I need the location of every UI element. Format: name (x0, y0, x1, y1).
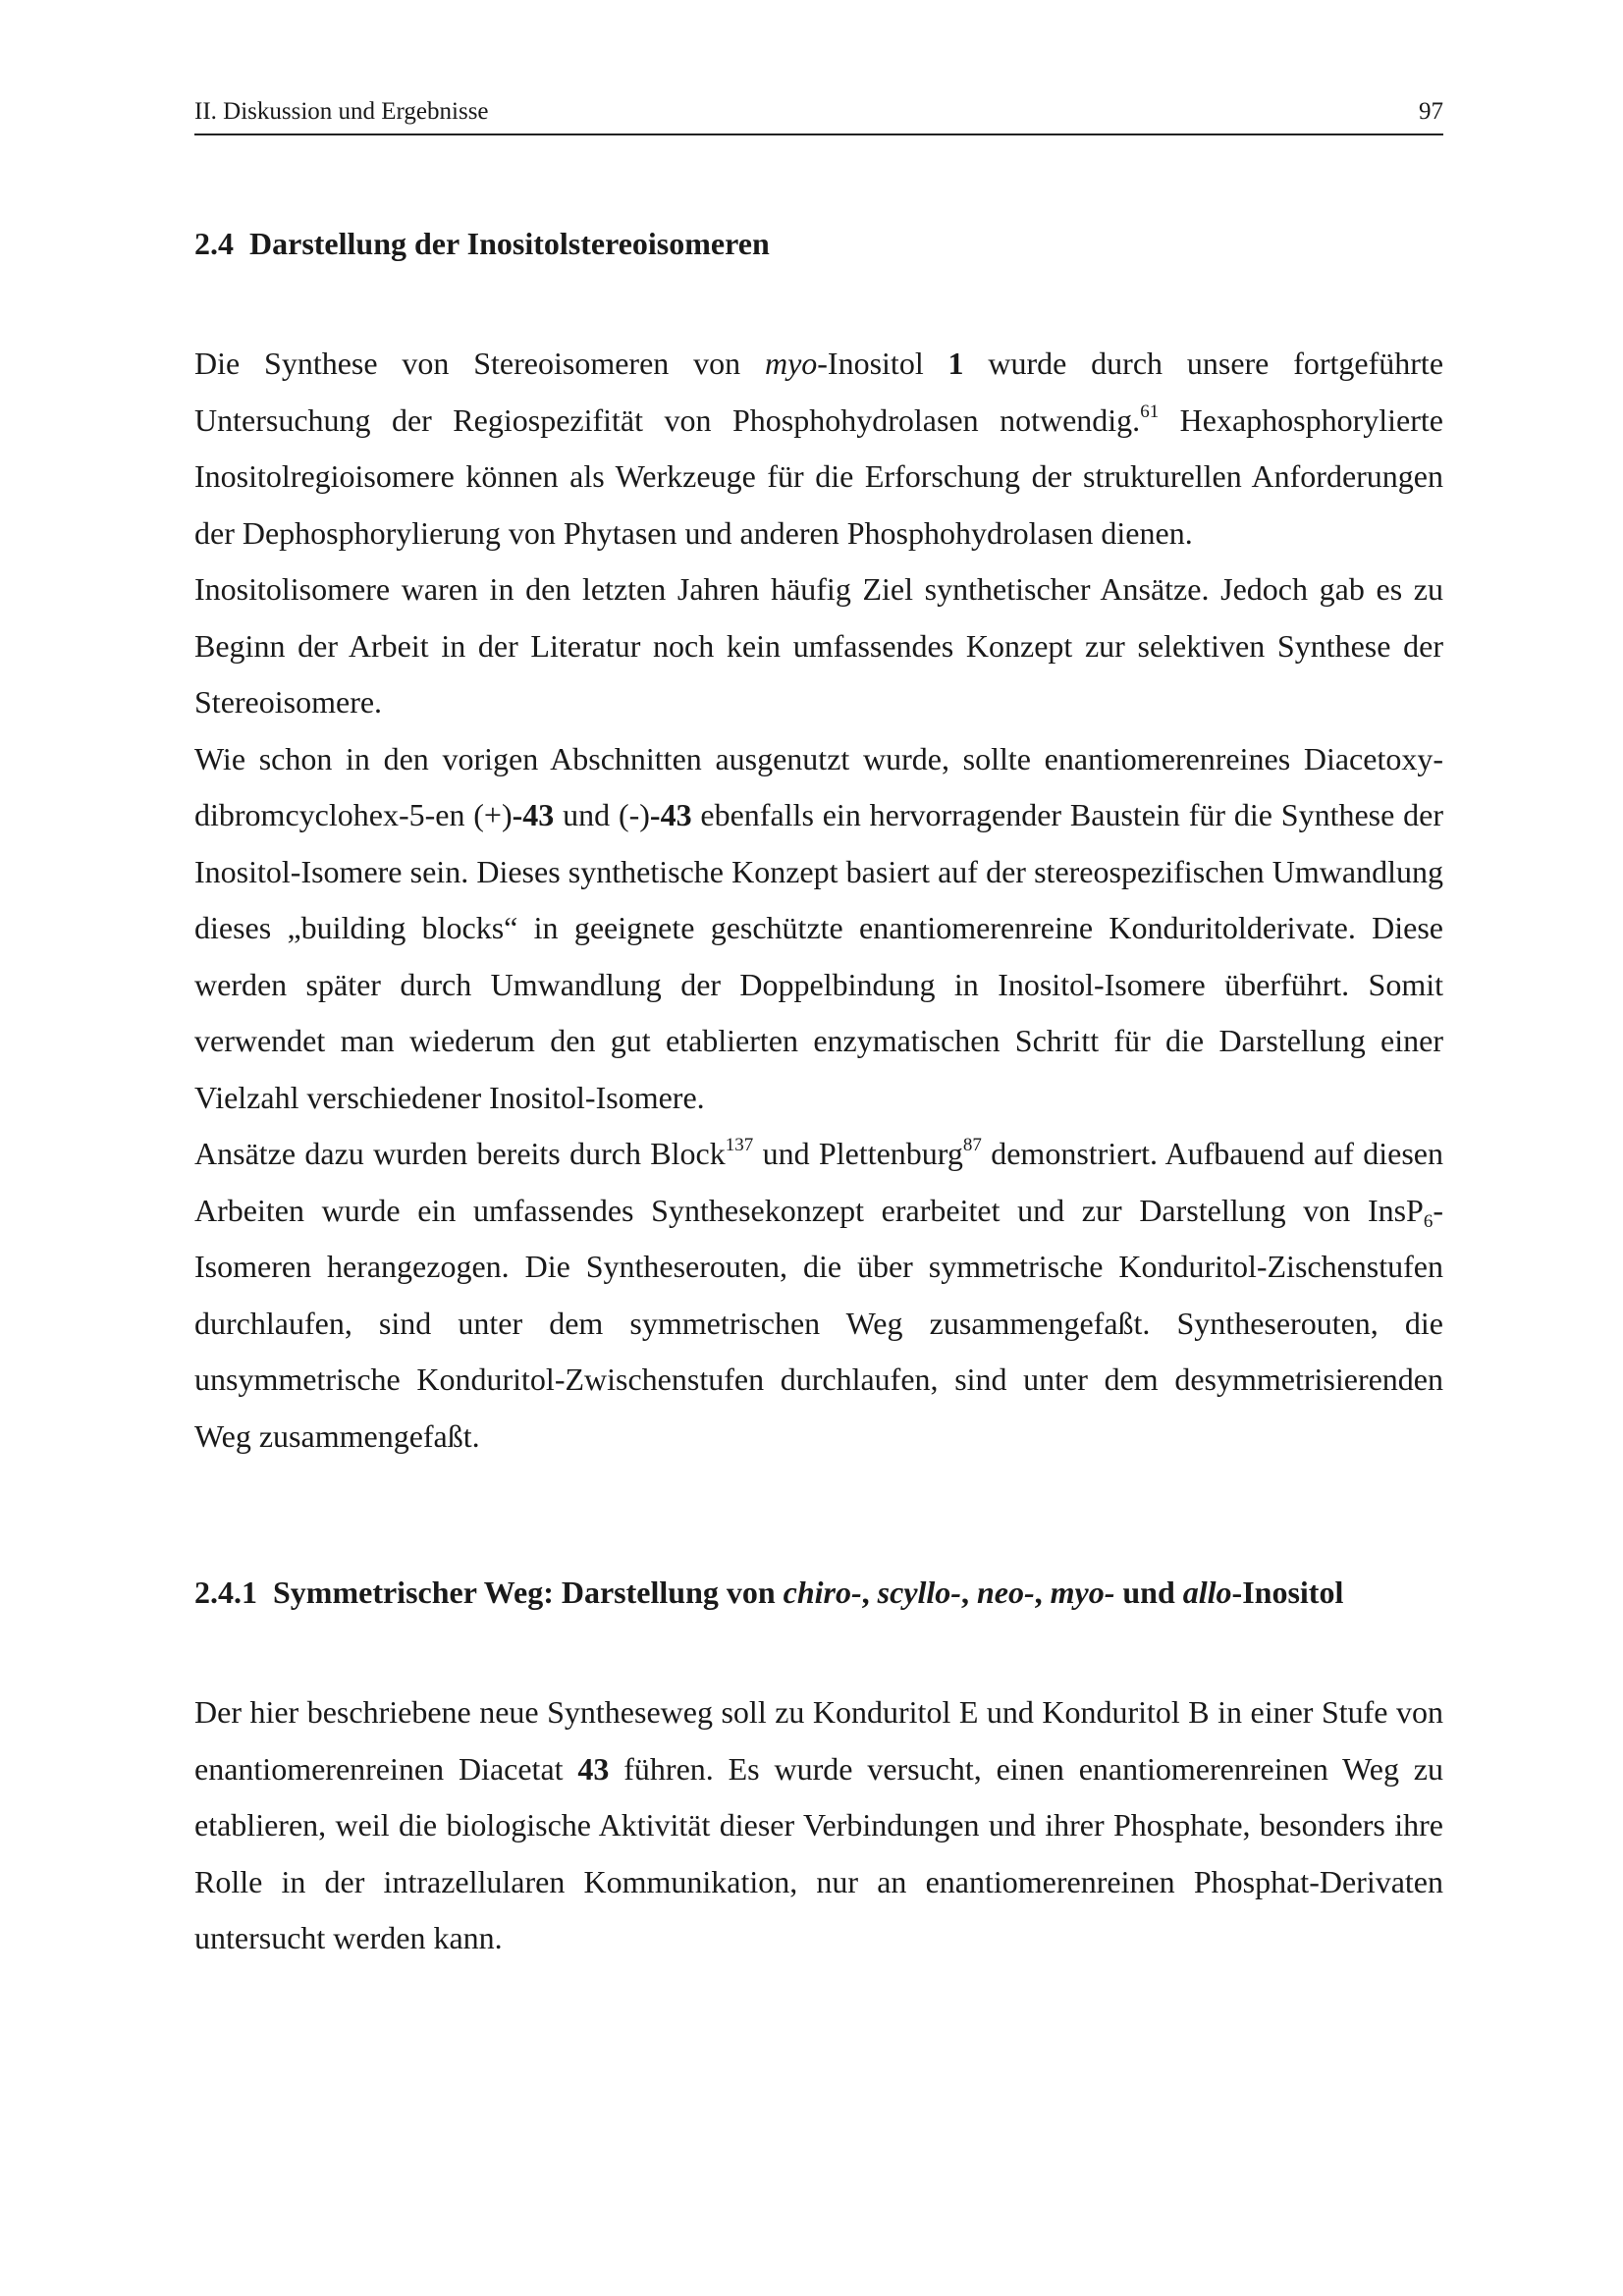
paragraph-4 (194, 1126, 1443, 1465)
section-number: 2.4 (194, 226, 234, 261)
chapter-title: II. Diskussion und Ergebnisse (194, 98, 489, 125)
text-run: Hexaphosphorylierte Inositolregioisomere können als Werkzeuge für die Erforschung der strukturellen Anforderungen der Dephosphorylierung von Phytasen und anderen Phosphohydrolasen dienen. (194, 401, 1444, 551)
citation: 137 (725, 1135, 754, 1155)
text-run: -Inositol (1231, 1575, 1344, 1610)
text-run: und Plettenburg (753, 1136, 963, 1171)
compound-number: 1 (947, 346, 964, 381)
subsection-heading (194, 1573, 1443, 1612)
compound-number: -43 (649, 797, 692, 832)
text-run: wurde durch unsere fortgeführte Untersuchung der Regiospezifität von Phosphohydrolasen notwendig. (194, 346, 1444, 438)
page-number: 97 (1419, 98, 1443, 125)
main-content (194, 224, 1443, 1967)
subscript: 6 (1423, 1210, 1434, 1232)
paragraph-5 (194, 1684, 1443, 1967)
text-run: -Inositol (817, 346, 948, 381)
italic-run: myo (764, 346, 818, 381)
compound-number: 43 (577, 1750, 610, 1787)
text-run: -Isomeren herangezogen. Die Syntheserouten, die über symmetrische Konduritol-Zischenstufen durchlaufen, sind unter dem symmetrischen Weg zusammengefaßt. Syntheserouten, die unsymmetrische Konduritol-Zwischenstufen durchlaufen, sind unter dem desymmetrisierenden Weg zusammengefaßt. (194, 1192, 1443, 1454)
citation: 61 (1140, 400, 1160, 422)
text-run: ebenfalls ein hervorragender Baustein für die Synthese der Inositol-Isomere sein. Dieses synthetische Konzept basiert auf der stereospezifischen Umwandlung dieses „building blocks“ in geeignete geschützte enantiomerenreine Konduritolderivate. Diese werden später durch Umwandlung der Doppelbindung in Inositol-Isomere überführt. Somit verwendet man wiederum den gut etablierten enzymatischen Schritt für die Darstellung einer Vielzahl verschiedener Inositol-Isomere. (194, 797, 1444, 1115)
text-run: Die Synthese von Stereoisomeren von (194, 346, 765, 381)
compound-number: -43 (512, 797, 555, 832)
section-heading (194, 224, 1443, 263)
italic-run: chiro- (783, 1575, 862, 1610)
text-run: , (960, 1575, 977, 1610)
italic-run: allo (1182, 1575, 1232, 1610)
paragraph-2: Inositolisomere waren in den letzten Jahren häufig Ziel synthetischer Ansätze. Jedoch gab es zu Beginn der Arbeit in der Literatur noch kein umfassendes Konzept zur selektiven Synthese der Stereoisomere. (194, 571, 1443, 720)
italic-run: myo- (1050, 1575, 1115, 1610)
italic-run: neo- (976, 1575, 1035, 1610)
italic-run: scyllo- (877, 1575, 961, 1610)
text-run: Ansätze dazu wurden bereits durch Block (194, 1136, 726, 1171)
text-run: führen. Es wurde versucht, einen enantiomerenreinen Weg zu etablieren, weil die biologische Aktivität dieser Verbindungen und ihrer Phosphate, besonders ihre Rolle in der intrazellularen Kommunikation, nur an enantiomerenreinen Phosphat-Derivaten untersucht werden kann. (194, 1750, 1444, 1955)
text-run: , (1034, 1575, 1051, 1610)
text-run: und (-) (554, 797, 650, 832)
subsection-title: Symmetrischer Weg: Darstellung von (273, 1575, 784, 1610)
text-run: Wie schon in den vorigen Abschnitten ausgenutzt wurde, sollte enantiomerenreines Diacetoxy-dibromcyclohex-5-en (+) (194, 740, 1443, 832)
paragraph-3 (194, 731, 1443, 1127)
spacer (194, 1465, 1443, 1573)
subsection-number: 2.4.1 (194, 1575, 257, 1610)
citation: 87 (962, 1135, 982, 1155)
paragraph-1 (194, 336, 1443, 561)
section-title: Darstellung der Inositolstereoisomeren (249, 226, 770, 261)
running-header (194, 98, 1443, 135)
text-run: Der hier beschriebene neue Syntheseweg soll zu Konduritol E und Konduritol B in einer Stufe von enantiomerenreinen Diacetat (194, 1694, 1443, 1787)
text-run: , (861, 1575, 878, 1610)
text-run: demonstriert. Aufbauend auf diesen Arbeiten wurde ein umfassendes Synthesekonzept erarbeitet und zur Darstellung von InsP (194, 1136, 1444, 1228)
text-run: und (1114, 1575, 1183, 1610)
